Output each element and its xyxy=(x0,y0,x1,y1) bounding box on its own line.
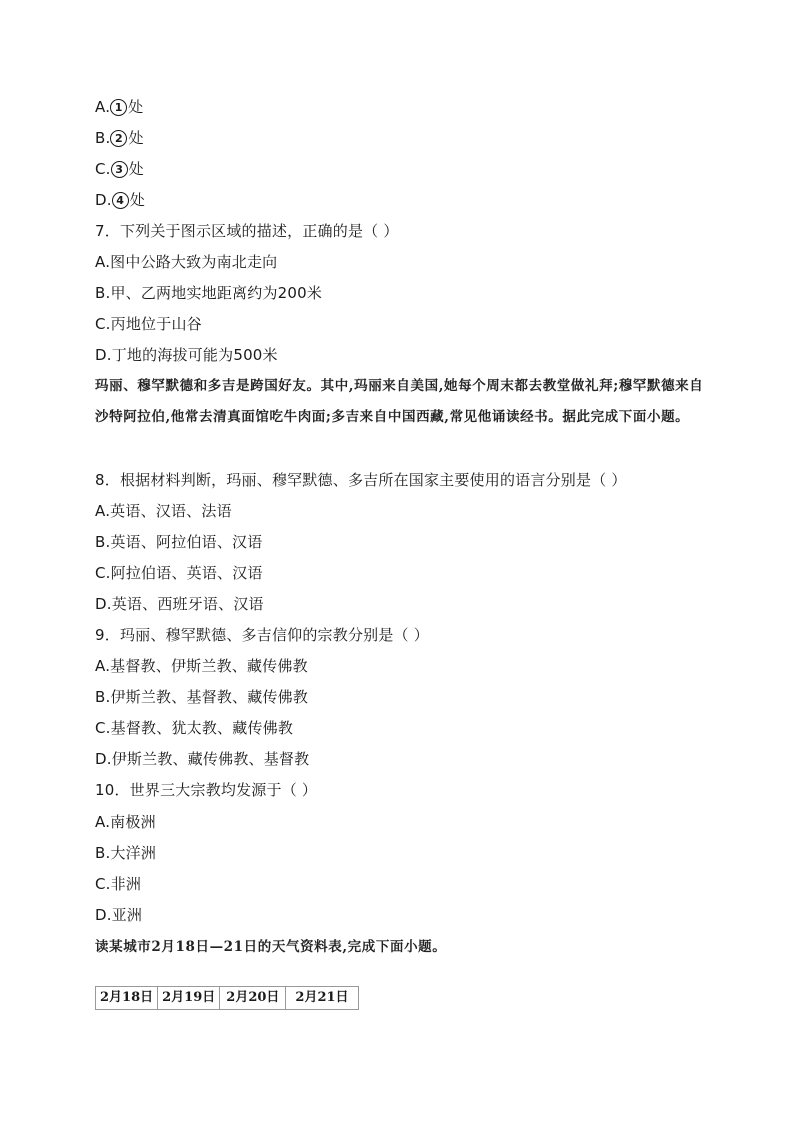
q9-option-c: C.基督教、犹太教、藏传佛教 xyxy=(95,719,294,737)
reading-passage: 玛丽、穆罕默德和多吉是跨国好友。其中,玛丽来自美国,她每个周末都去教堂做礼拜;穆罕默德来自沙特阿拉伯,他常去清真面馆吃牛肉面;多吉来自中国西藏,常见他诵读经书。据此完成下面小题。 xyxy=(95,378,704,425)
option-letter: B. xyxy=(95,129,111,147)
q8-option-b: B.英语、阿拉伯语、汉语 xyxy=(95,533,263,551)
q6-option-c xyxy=(95,158,144,180)
q10-option-b: B.大洋洲 xyxy=(95,844,157,862)
option-letter: D. xyxy=(95,191,112,209)
q9-option-a: A.基督教、伊斯兰教、藏传佛教 xyxy=(95,657,308,675)
q9-option-b: B.伊斯兰教、基督教、藏传佛教 xyxy=(95,688,309,706)
q8-stem: 8．根据材料判断，玛丽、穆罕默德、多吉所在国家主要使用的语言分别是（ ） xyxy=(95,471,627,489)
option-text: 处 xyxy=(128,98,144,116)
option-letter: C. xyxy=(95,160,111,178)
q10-option-d: D.亚洲 xyxy=(95,906,143,924)
q6-option-a xyxy=(95,96,143,118)
circled-number: 3 xyxy=(111,161,128,178)
table-header-cell: 2月20日 xyxy=(220,987,286,1010)
option-letter: A. xyxy=(95,98,111,116)
circled-number: 4 xyxy=(112,192,129,209)
q10-stem: 10．世界三大宗教均发源于（ ） xyxy=(95,781,318,799)
q10-option-a: A.南极洲 xyxy=(95,813,156,831)
q7-option-d: D.丁地的海拔可能为500米 xyxy=(95,346,278,364)
option-text: 处 xyxy=(128,129,144,147)
circled-number: 2 xyxy=(110,130,127,147)
q8-option-d: D.英语、西班牙语、汉语 xyxy=(95,595,264,613)
q9-stem: 9．玛丽、穆罕默德、多吉信仰的宗教分别是（ ） xyxy=(95,626,429,644)
option-text: 处 xyxy=(128,160,144,178)
q6-option-b xyxy=(95,127,144,149)
table-header-cell: 2月21日 xyxy=(286,987,358,1010)
q6-option-d xyxy=(95,189,145,211)
q8-option-c: C.阿拉伯语、英语、汉语 xyxy=(95,564,263,582)
q8-option-a: A.英语、汉语、法语 xyxy=(95,502,232,520)
table-header-cell: 2月18日 xyxy=(96,987,158,1010)
q7-option-a: A.图中公路大致为南北走向 xyxy=(95,253,278,271)
q7-option-b: B.甲、乙两地实地距离约为200米 xyxy=(95,284,323,302)
circled-number: 1 xyxy=(110,99,127,116)
q7-option-c: C.丙地位于山谷 xyxy=(95,315,202,333)
table-row xyxy=(96,987,359,1010)
table-header-cell: 2月19日 xyxy=(158,987,220,1010)
q7-stem: 7．下列关于图示区域的描述，正确的是（ ） xyxy=(95,222,399,240)
weather-table xyxy=(95,986,359,1010)
q10-option-c: C.非洲 xyxy=(95,875,142,893)
option-text: 处 xyxy=(129,191,145,209)
weather-intro: 读某城市2月18日—21日的天气资料表,完成下面小题。 xyxy=(95,939,447,955)
q9-option-d: D.伊斯兰教、藏传佛教、基督教 xyxy=(95,750,310,768)
